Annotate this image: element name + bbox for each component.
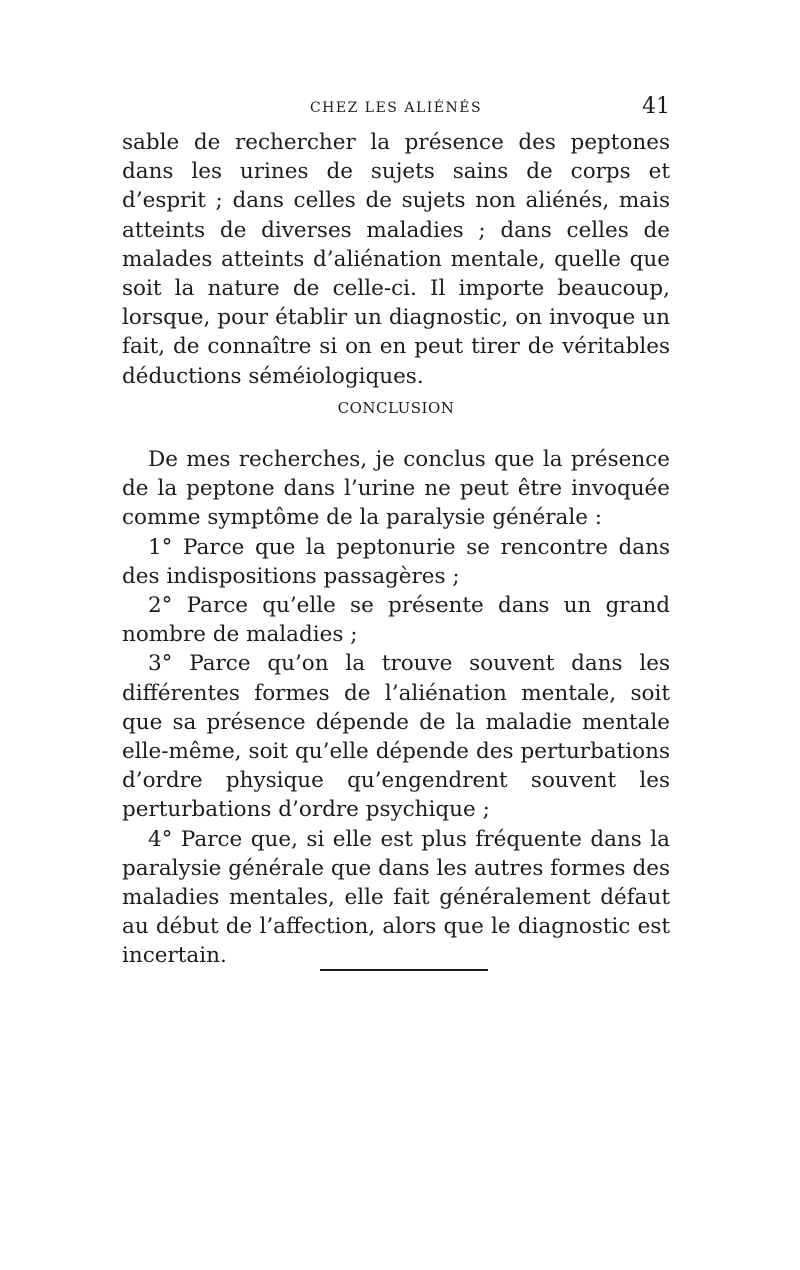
section-heading: CONCLUSION bbox=[337, 399, 455, 417]
conclusion-text-block bbox=[122, 445, 670, 971]
page-number: 41 bbox=[642, 94, 670, 119]
opening-paragraph: sable de rechercher la présence des peptones dans les urines de sujets sains de corps et d’esprit ; dans celles de sujets non aliénés, mais atteints de diverses maladies ; dans celles de malades atteints d’aliénation mentale, quelle que soit la nature de celle-ci. Il importe beaucoup, lorsque, pour établir un diagnostic, on invoque un fait, de connaître si on en peut tirer de véritables déductions séméiologiques. bbox=[122, 130, 670, 389]
conclusion-point-3: 3° Parce qu’on la trouve souvent dans les différentes formes de l’aliénation mentale, soit que sa présence dépende de la maladie mentale elle-même, soit qu’elle dépende des perturbations d’ordre physique qu’engendrent souvent les perturbations d’ordre psychique ; bbox=[122, 651, 670, 823]
running-head bbox=[122, 96, 670, 120]
conclusion-point-2: 2° Parce qu’elle se présente dans un grand nombre de maladies ; bbox=[122, 593, 670, 648]
running-title: CHEZ LES ALIÉNÉS bbox=[309, 100, 483, 116]
conclusion-point-4: 4° Parce que, si elle est plus fréquente dans la paralysie générale que dans les autres formes des maladies mentales, elle fait généralement défaut au début de l’affection, alors que le diagnostic est incertain. bbox=[122, 826, 670, 969]
conclusion-intro-paragraph: De mes recherches, je conclus que la présence de la peptone dans l’urine ne peut être invoquée comme symptôme de la paralysie générale : bbox=[122, 447, 670, 531]
end-rule bbox=[320, 969, 488, 971]
conclusion-point-1: 1° Parce que la peptonurie se rencontre dans des indispositions passagères ; bbox=[122, 534, 670, 589]
opening-text-block bbox=[122, 128, 670, 391]
